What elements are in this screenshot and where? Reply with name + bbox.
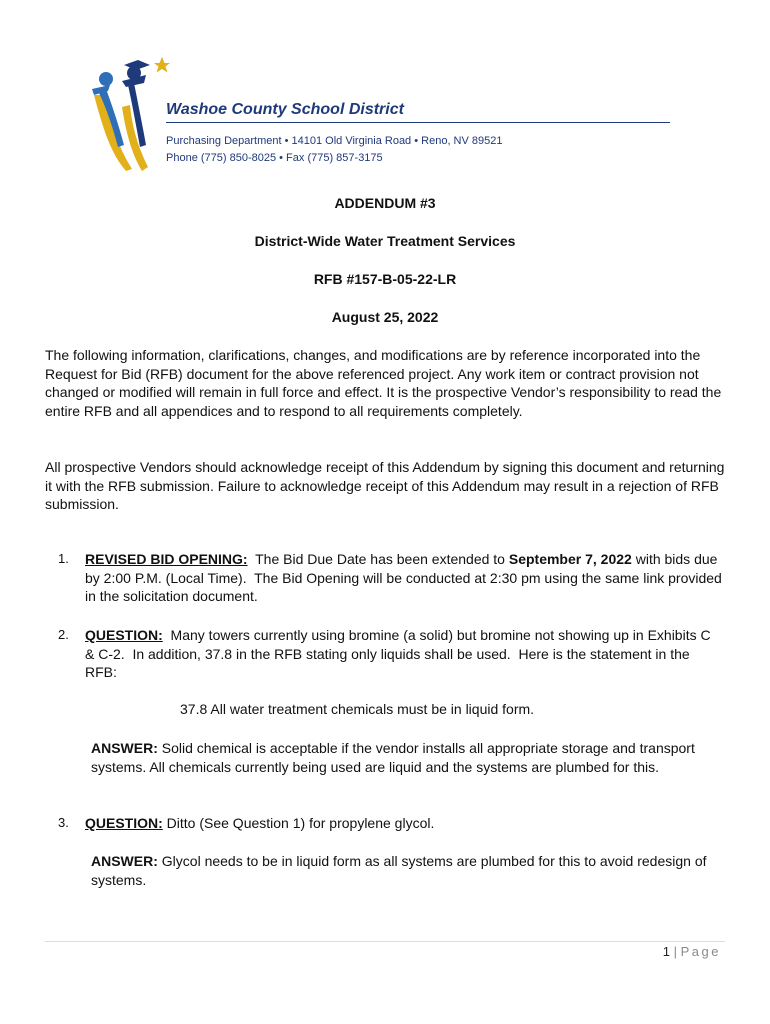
item-number: 2. [58, 627, 69, 642]
answer-text: Solid chemical is acceptable if the vendor installs all appropriate storage and transport systems. All chemicals currently being used are liquid and the systems are plumbed for this. [91, 740, 695, 775]
item-text: with bids due by 2:00 P.M. (Local Time). The Bid Opening will be conducted at 2:30 pm using the same link provided in the solicitation document. [85, 551, 726, 604]
acknowledge-paragraph: All prospective Vendors should acknowledge receipt of this Addendum by signing this document and returning it with the RFB submission. Failure to acknowledge receipt of this Addendum may result in a rejection of RFB submission. [45, 459, 725, 512]
answer-block [91, 739, 731, 776]
item-text: Many towers currently using bromine (a solid) but bromine not showing up in Exhibits C & C-2. In addition, 37.8 in the RFB stating only liquids shall be used. Here is the statement in the RFB: [85, 627, 715, 680]
project-title: District-Wide Water Treatment Services [254, 233, 516, 249]
letterhead [88, 55, 678, 175]
org-phone: Phone (775) 850-8025 • Fax (775) 857-3175 [166, 152, 383, 164]
rfb-number: RFB #157-B-05-22-LR [313, 271, 457, 287]
footer-rule [45, 941, 725, 942]
org-name: Washoe County School District [166, 101, 404, 118]
item-label: QUESTION: [85, 815, 163, 831]
addendum-date: August 25, 2022 [331, 309, 439, 325]
answer-text: Glycol needs to be in liquid form as all systems are plumbed for this to avoid redesign of systems. [91, 853, 707, 888]
item-label: QUESTION: [85, 627, 163, 643]
page-word: Page [680, 944, 721, 959]
item-number: 1. [58, 551, 69, 566]
org-address: Purchasing Department • 14101 Old Virginia Road • Reno, NV 89521 [166, 135, 503, 147]
new-due-date: September 7, 2022 [508, 551, 632, 567]
list-item [58, 814, 723, 833]
list-item [58, 626, 723, 682]
item-text: Ditto (See Question 1) for propylene glycol. [162, 815, 435, 831]
page-number: 1 [662, 944, 670, 959]
addendum-title: ADDENDUM #3 [334, 195, 436, 211]
item-text: The Bid Due Date has been extended to [247, 551, 509, 567]
item-label: REVISED BID OPENING: [85, 551, 248, 567]
letterhead-rule [166, 122, 670, 123]
answer-label: ANSWER: [91, 740, 158, 756]
rfb-quote: 37.8 All water treatment chemicals must be in liquid form. [180, 701, 535, 717]
page-separator: | [673, 944, 677, 959]
page-footer [663, 944, 721, 959]
intro-paragraph: The following information, clarifications, changes, and modifications are by reference incorporated into the Request for Bid (RFB) document for the above referenced project. Any work item or contract provision not changed or modified will remain in full force and effect. It is the prospective Vendor’s responsibility to read the entire RFB and all appendices and to respond to all requirements completely. [45, 347, 722, 419]
item-number: 3. [58, 815, 69, 830]
list-item [58, 550, 726, 606]
answer-label: ANSWER: [91, 853, 158, 869]
answer-block [91, 852, 731, 889]
district-logo-icon [88, 55, 170, 175]
